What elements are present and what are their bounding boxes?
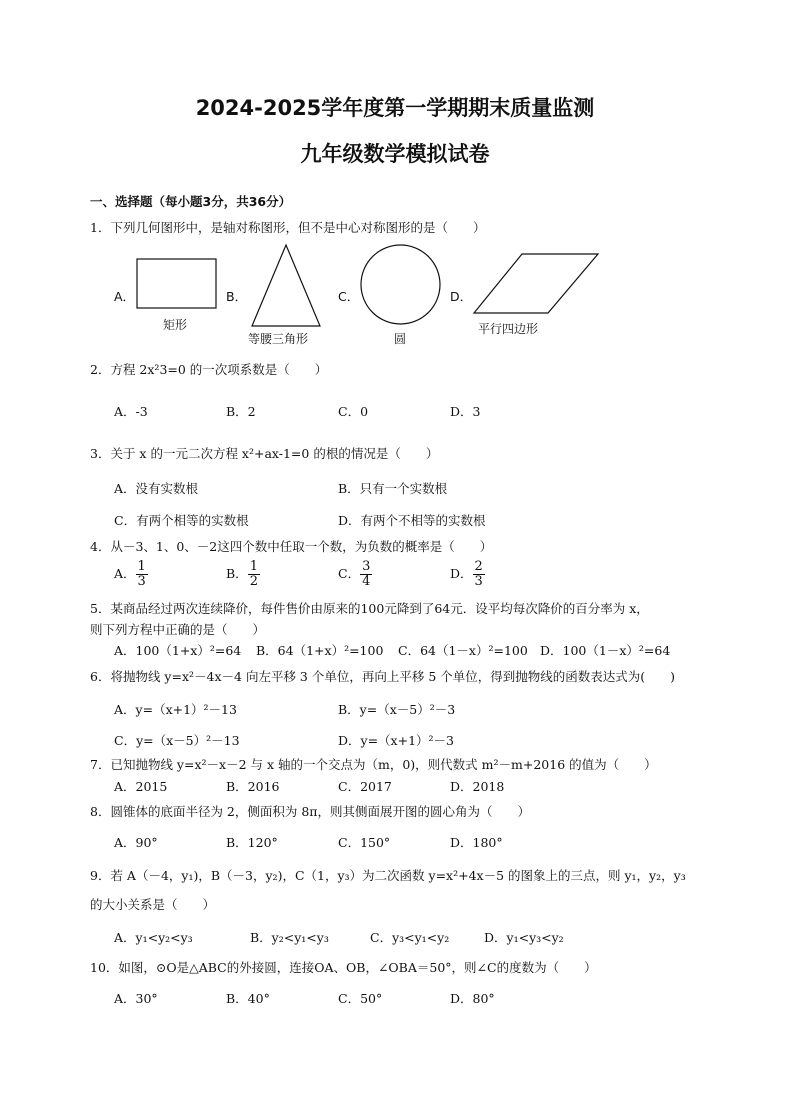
q4-option-a [114,560,148,589]
q6-option-b: B．y=（x－5）²－3 [338,702,456,717]
q3-option-d: D．有两个不相等的实数根 [338,513,486,528]
numerator: 2 [474,559,483,574]
question-2-stem: 2．方程 2x²3=0 的一次项系数是（ ） [90,362,328,377]
q8-option-b: B．120° [226,835,278,850]
q6-option-d: D．y=（x+1）²－3 [338,733,454,748]
q9-option-b: B．y₂<y₁<y₃ [250,930,329,945]
q4-option-d-fraction [473,560,485,589]
question-10-stem: 10．如图，⊙O是△ABC的外接圆，连接OA、OB，∠OBA＝50°，则∠C的度数为（ ） [90,960,597,975]
q1-option-b-letter: B． [226,289,248,304]
question-9-stem-line2: 的大小关系是（ ） [90,897,216,912]
rectangle-figure [136,258,218,310]
q9-option-c: C．y₃<y₁<y₂ [370,930,450,945]
q4-option-b [226,560,260,589]
q4-option-c-fraction [360,560,372,589]
question-5-stem-line2: 则下列方程中正确的是（ ） [90,622,266,637]
question-6-stem: 6．将抛物线 y=x²－4x－4 向左平移 3 个单位，再向上平移 5 个单位，得到抛物线的函数表达式为( ) [90,669,676,684]
q10-option-b: B．40° [226,991,270,1006]
q1-option-c-letter: C． [338,289,360,304]
q4-option-a-letter: A． [114,566,136,581]
q10-option-c: C．50° [338,991,383,1006]
q2-option-a: A．-3 [114,404,148,419]
question-8-stem: 8．圆锥体的底面半径为 2，侧面积为 8π，则其侧面展开图的圆心角为（ ） [90,804,531,819]
q10-option-d: D．80° [450,991,495,1006]
q8-option-c: C．150° [338,835,391,850]
denominator: 2 [249,574,258,589]
q7-option-c: C．2017 [338,779,392,794]
q4-option-d [450,560,485,589]
q10-option-a: A．30° [114,991,158,1006]
q4-option-c [338,560,372,589]
q4-option-b-letter: B． [226,566,248,581]
q6-option-c: C．y=（x－5）²－13 [114,733,240,748]
q1-option-a-letter: A． [114,289,136,304]
question-5-stem-line1: 5．某商品经过两次连续降价，每件售价由原来的100元降到了64元．设平均每次降价的百分率为 x， [90,601,649,616]
q1-option-c-caption: 圆 [394,332,407,346]
numerator: 1 [249,559,258,574]
question-3-stem: 3．关于 x 的一元二次方程 x²+ax-1=0 的根的情况是（ ） [90,446,439,461]
q3-option-a: A．没有实数根 [114,481,199,496]
q1-option-d-caption: 平行四边形 [478,322,539,336]
q5-option-c: C．64（1－x）²=100 [398,643,528,658]
numerator: 3 [362,559,371,574]
q1-option-b-caption: 等腰三角形 [248,332,309,346]
q8-option-a: A．90° [114,835,158,850]
circle-figure [360,244,442,326]
question-7-stem: 7．已知抛物线 y=x²－x－2 与 x 轴的一个交点为（m，0)，则代数式 m²－m+2016 的值为（ ） [90,757,657,772]
q4-option-b-fraction [248,560,260,589]
exam-title: 2024-2025学年度第一学期期末质量监测 [195,96,595,120]
denominator: 3 [474,574,483,589]
q2-option-b: B．2 [226,404,256,419]
denominator: 3 [137,574,146,589]
exam-subtitle: 九年级数学模拟试卷 [300,142,490,166]
q2-option-c: C．0 [338,404,369,419]
q1-option-a-caption: 矩形 [163,318,188,332]
question-1-stem: 1．下列几何图形中，是轴对称图形，但不是中心对称图形的是（ ） [90,220,486,235]
section-heading: 一、选择题（每小题3分，共36分） [90,194,292,209]
q3-option-b: B．只有一个实数根 [338,481,448,496]
q7-option-b: B．2016 [226,779,280,794]
q8-option-d: D．180° [450,835,503,850]
q9-option-a: A．y₁<y₂<y₃ [114,930,193,945]
parallelogram-figure [472,253,600,315]
q5-option-d: D．100（1－x）²=64 [540,643,671,658]
denominator: 4 [362,574,371,589]
q4-option-a-fraction [136,560,148,589]
q2-option-d: D．3 [450,404,481,419]
q6-option-a: A．y=（x+1）²－13 [114,702,237,717]
numerator: 1 [137,559,146,574]
q5-option-a: A．100（1+x）²=64 [114,643,242,658]
isosceles-triangle-figure [250,244,322,328]
q9-option-d: D．y₁<y₃<y₂ [484,930,564,945]
question-9-stem-line1: 9．若 A（－4，y₁)，B（－3，y₂)，C（1，y₃）为二次函数 y=x²+4x－5 的图象上的三点，则 y₁，y₂，y₃ [90,868,686,883]
q7-option-a: A．2015 [114,779,168,794]
q4-option-c-letter: C． [338,566,361,581]
q4-option-d-letter: D． [450,566,473,581]
q1-option-d-letter: D． [450,289,473,304]
q3-option-c: C．有两个相等的实数根 [114,513,249,528]
question-4-stem: 4．从－3、1、0、－2这四个数中任取一个数，为负数的概率是（ ） [90,539,493,554]
q7-option-d: D．2018 [450,779,505,794]
q5-option-b: B．64（1+x）²=100 [256,643,384,658]
